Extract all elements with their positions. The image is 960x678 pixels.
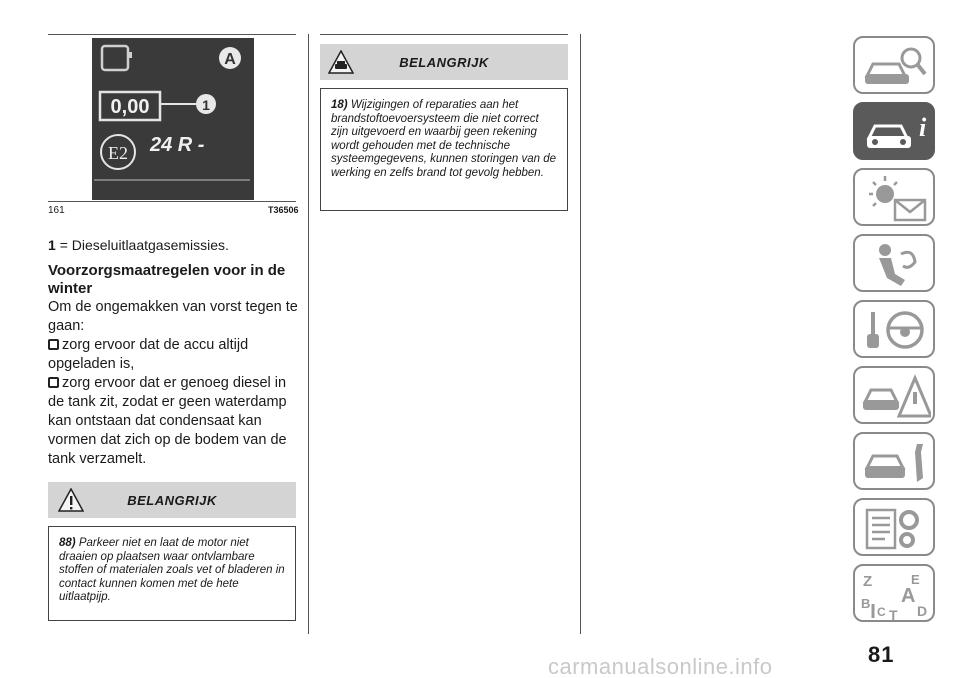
svg-text:B: B (861, 596, 871, 611)
emission-label-figure (92, 38, 254, 200)
svg-text:E: E (911, 572, 920, 587)
key-steering-wheel-icon (861, 306, 931, 356)
warning-header-middle (320, 44, 568, 80)
svg-text:i: i (919, 113, 927, 142)
figure-code: T36506 (268, 205, 299, 215)
car-search-icon (861, 42, 931, 92)
tab-car-info[interactable] (853, 102, 935, 160)
warning-header-left (48, 482, 296, 518)
bullet-item-1 (48, 336, 303, 374)
checkbox-bullet-icon (48, 377, 59, 388)
regulation-text: 24 R - (150, 134, 205, 156)
tab-safety[interactable] (853, 234, 935, 292)
e-mark: E2 (108, 143, 128, 163)
warning-num-left: 88) (59, 537, 76, 549)
tab-emergency[interactable] (853, 366, 935, 424)
svg-text:T: T (889, 607, 898, 620)
svg-text:A: A (901, 585, 916, 607)
top-rule-middle (320, 34, 568, 35)
warning-text-left: Parkeer niet en laat de motor niet draaien op plaatsen waar ontvlambare stoffen of materialen zoals vet of bladeren in contact kunnen komen met de hete uitlaatpijp. (59, 537, 285, 603)
warning-body-left (48, 526, 296, 621)
warning-text-middle: Wijzigingen of reparaties aan het brandstoftoevoersysteem die niet correct zijn uitgevoerd en waarbij geen rekening wordt gehouden met de technische systeemgegevens, kunnen storingen van de werking en zelfs brand tot gevolg hebben. (331, 99, 557, 179)
tab-starting-driving[interactable] (853, 300, 935, 358)
intro-paragraph: Om de ongemakken van vorst tegen te gaan: (48, 299, 298, 334)
bullet-item-2 (48, 374, 303, 469)
section-heading: Voorzorgsmaatregelen voor in de winter (48, 262, 286, 297)
watermark: carmanualsonline.info (548, 654, 773, 678)
bullet-text-2: zorg ervoor dat er genoeg diesel in de tank zit, zodat er geen waterdamp kan ontstaan dat condensaat kan vormen dat zich op de bodem van de tank verzamelt. (48, 375, 287, 467)
page-number: 81 (868, 642, 895, 667)
tab-technical-data[interactable] (853, 498, 935, 556)
legend-text: = Dieseluitlaatgasemissies. (59, 237, 229, 253)
svg-text:C: C (877, 605, 886, 619)
tab-index[interactable] (853, 564, 935, 622)
tab-warning-lights[interactable] (853, 168, 935, 226)
svg-text:D: D (917, 603, 928, 619)
warning-light-message-icon (861, 174, 931, 224)
svg-text:Z: Z (863, 573, 873, 590)
warning-title-middle: BELANGRIJK (399, 55, 489, 70)
top-rule-left (48, 34, 296, 35)
callout-a: A (224, 51, 236, 68)
tab-maintenance[interactable] (853, 432, 935, 490)
specs-gear-icon (861, 504, 931, 554)
alphabet-index-icon (861, 570, 931, 620)
warning-num-middle: 18) (331, 99, 348, 111)
figure-legend (48, 237, 229, 253)
column-divider-2 (580, 34, 581, 634)
bullet-text-1: zorg ervoor dat de accu altijd opgeladen is, (48, 337, 249, 372)
figure-illustration (92, 38, 254, 200)
caption-rule (48, 201, 296, 202)
display-value: 0,00 (110, 96, 150, 118)
figure-number: 161 (48, 205, 65, 216)
checkbox-bullet-icon (48, 339, 59, 350)
tab-car-search[interactable] (853, 36, 935, 94)
warning-title-left: BELANGRIJK (127, 493, 217, 508)
warning-body-middle (320, 88, 568, 211)
car-wrench-icon (861, 438, 931, 488)
legend-key: 1 (48, 237, 56, 253)
seat-airbag-icon (861, 240, 931, 290)
column-divider-1 (308, 34, 309, 634)
car-breakdown-warning-icon (861, 372, 931, 422)
car-info-icon (861, 108, 931, 158)
callout-1: 1 (202, 97, 210, 113)
